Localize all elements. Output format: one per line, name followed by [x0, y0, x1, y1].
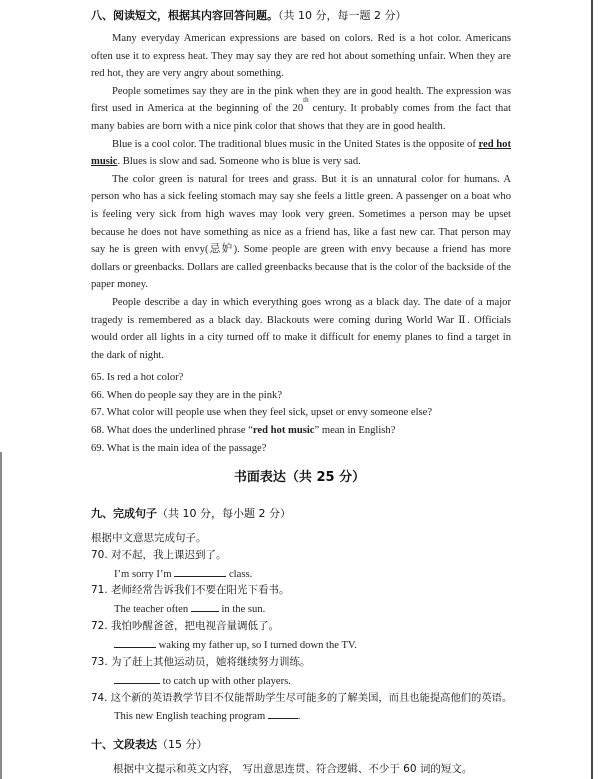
page-edge-rule-left — [0, 452, 2, 779]
reading-passage — [91, 30, 511, 364]
item-73-blank[interactable] — [114, 673, 160, 684]
section-10-instruction: 根据中文提示和英文内容， 写出意思连贯、符合逻辑、不少于 60 词的短文。 — [113, 763, 473, 775]
item-74-blank[interactable] — [268, 708, 298, 719]
passage-paragraph-2 — [91, 83, 511, 136]
item-70-en-b: class. — [228, 569, 253, 580]
section-9-score: （共 10 分，每小题 2 分） — [157, 507, 291, 520]
item-74-en-b: . — [297, 711, 301, 722]
item-72-blank[interactable] — [114, 637, 156, 648]
section-10-heading — [91, 736, 208, 752]
section-8-score: （共 10 分，每一题 2 分） — [278, 9, 407, 22]
question-68 — [91, 425, 395, 436]
question-69: 69. What is the main idea of the passage? — [91, 443, 267, 454]
question-65: 65. Is red a hot color? — [91, 372, 184, 383]
item-70-blank[interactable] — [174, 566, 226, 577]
writing-section-title: 书面表达（共 25 分） — [233, 470, 366, 485]
p3-text-a: Blue is a cool color. The traditional blues music in the United States is the opposite of — [112, 138, 479, 150]
item-73-english — [114, 673, 291, 687]
item-73-chinese — [91, 654, 311, 669]
item-73-en-b: to catch up with other players. — [162, 676, 291, 687]
item-70-english — [114, 566, 252, 580]
page-edge-rule — [591, 0, 593, 779]
section-8-title: 八、阅读短文，根据其内容回答问题。 — [91, 9, 278, 22]
p3-text-b: . Blues is slow and sad. Someone who is blue is very sad. — [117, 156, 361, 168]
item-74-chinese — [91, 689, 512, 704]
q68-bold-phrase: red hot music — [252, 425, 315, 436]
item-71-chinese — [91, 582, 290, 597]
item-72-en-b: waking my father up, so I turned down the TV. — [158, 640, 357, 651]
underlined-phrase: red hot music — [91, 138, 511, 168]
item-74-zh-text: 这个新的英语教学节目不仅能帮助学生尽可能多的了解美国，而且也能提高他们的英语。 — [110, 692, 513, 704]
item-70-number: 70. — [91, 549, 108, 561]
passage-paragraph-5: People describe a day in which everything goes wrong as a black day. The date of a major tragedy is remembered as a black day. Blackouts were coming during World War Ⅱ. Officials would order all lights in a city turned off to make it difficult for enemy planes to find a target in the dark of night. — [91, 296, 511, 361]
item-70-zh-text: 对不起，我上课迟到了。 — [111, 549, 227, 561]
item-72-zh-text: 我怕吵醒爸爸，把电视音量调低了。 — [111, 620, 280, 632]
q68-text-a: 68. What does the underlined phrase “ — [91, 425, 253, 436]
item-72-english — [114, 637, 357, 651]
section-10-score: （15 分） — [157, 738, 208, 751]
section-9-title: 九、完成句子 — [91, 507, 157, 520]
item-71-number: 71. — [91, 584, 108, 596]
item-70-en-a: I’m sorry I’m — [114, 569, 172, 580]
section-8-heading — [91, 7, 406, 23]
section-10-title: 十、文段表达 — [91, 738, 157, 751]
item-73-zh-text: 为了赶上其他运动员，她将继续努力训练。 — [111, 656, 311, 668]
question-66: 66. When do people say they are in the pink? — [91, 390, 283, 401]
item-74-en-a: This new English teaching program — [114, 711, 266, 722]
item-71-blank[interactable] — [191, 601, 219, 612]
passage-paragraph-3 — [91, 136, 511, 171]
p2-superscript: th — [303, 96, 309, 105]
item-72-chinese — [91, 618, 279, 633]
q68-text-b: ” mean in English? — [314, 425, 396, 436]
p2-text-a: People sometimes say they are in the pink when they are in good health. The expression was first used in America at the beginning of the 20 — [91, 85, 511, 115]
section-9-heading — [91, 505, 291, 521]
passage-paragraph-4: The color green is natural for trees and grass. But it is an unnatural color for humans. A person who has a sick feeling stomach may say she feels a little green. A passenger on a boat who is feeling very sick from high waves may look very green. Sometimes a person may be upset because he does not have something as nice as a friend has, like a fast new car. That person may say he is green with envy(忌妒). Some people are green with envy because a friend has more dollars or greenbacks. Dollars are called greenbacks because that is the color of the backside of the paper money. — [91, 173, 511, 291]
item-70-chinese — [91, 547, 227, 562]
item-71-en-a: The teacher often — [114, 604, 189, 615]
item-71-en-b: in the sun. — [221, 604, 266, 615]
item-71-english — [114, 601, 265, 615]
item-72-number: 72. — [91, 620, 108, 632]
question-67: 67. What color will people use when they feel sick, upset or envy someone else? — [91, 407, 433, 418]
section-9-instruction: 根据中文意思完成句子。 — [91, 532, 207, 544]
p2-text-b: century. It probably comes from the fact that many babies are born with a nice pink color that shows that they are in good health. — [91, 103, 511, 132]
passage-paragraph-1: Many everyday American expressions are based on colors. Red is a hot color. Americans often use it to express heat. They may say they are red hot about something unfair. When they are red hot, they are very angry about something. — [91, 33, 511, 80]
item-71-zh-text: 老师经常告诉我们不要在阳光下看书。 — [111, 584, 290, 596]
item-74-number: 74. — [91, 692, 108, 704]
item-73-number: 73. — [91, 656, 108, 668]
item-74-english — [114, 708, 301, 722]
